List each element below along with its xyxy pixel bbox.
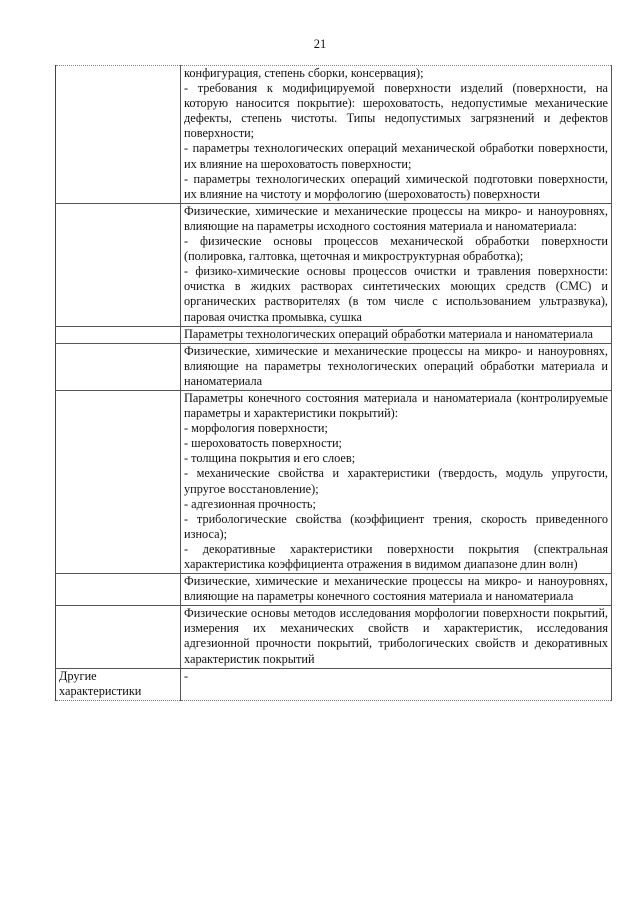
requirements-table bbox=[55, 65, 612, 701]
text-line: - bbox=[184, 668, 189, 683]
table-row bbox=[56, 326, 612, 343]
row-content bbox=[181, 326, 612, 343]
row-label bbox=[56, 326, 181, 343]
text-line: - шероховатость поверхности; bbox=[184, 436, 342, 451]
table-row bbox=[56, 668, 612, 700]
text-line: - трибологические свойства (коэффициент трения, скорость приведенного износа); bbox=[184, 511, 608, 541]
row-content bbox=[181, 668, 612, 700]
row-content bbox=[181, 606, 612, 668]
row-label: Другие характеристики bbox=[56, 668, 181, 700]
row-content bbox=[181, 390, 612, 573]
text-line: Физические, химические и механические процессы на микро- и наноуровнях, влияющие на параметры конечного состояния материала и наноматериала bbox=[184, 574, 608, 604]
text-line: конфигурация, степень сборки, консервация); bbox=[184, 66, 424, 80]
row-content bbox=[181, 203, 612, 326]
text-line: - адгезионная прочность; bbox=[184, 496, 316, 511]
text-line: Физические основы методов исследования морфологии поверхности покрытий, измерения их механических свойств и характеристик, исследования адгезионной прочности покрытий, трибологических свойств и декоративных характеристик покрытий bbox=[184, 606, 608, 666]
text-line: - физические основы процессов механической обработки поверхности (полировка, галтовка, щеточная и микроструктурная обработка); bbox=[184, 234, 608, 264]
row-label bbox=[56, 343, 181, 390]
text-line: - механические свойства и характеристики (твердость, модуль упругости, упругое восстановление); bbox=[184, 466, 608, 496]
text-line: - декоративные характеристики поверхности покрытия (спектральная характеристика коэффициента отражения в видимом диапазоне длин волн) bbox=[184, 541, 608, 571]
table-row bbox=[56, 390, 612, 573]
row-label bbox=[56, 66, 181, 204]
text-line: - физико-химические основы процессов очистки и травления поверхности: очистка в жидких растворах синтетических моющих средств (СМС) и органических растворителях (в том числе с использованием ультразвука), паровая очистка промывка, сушка bbox=[184, 264, 608, 324]
text-line: Параметры технологических операций обработки материала и наноматериала bbox=[184, 326, 593, 341]
text-line: - требования к модифицируемой поверхности изделий (поверхности, на которую наносится покрытие): шероховатость, недопустимые механические дефекты, степень чистоты. Типы недопустимых загрязнений и дефектов поверхности; bbox=[184, 81, 608, 141]
text-line: Параметры конечного состояния материала и наноматериала (контролируемые параметры и характеристики покрытий): bbox=[184, 390, 608, 421]
row-label bbox=[56, 203, 181, 326]
row-label bbox=[56, 574, 181, 606]
table-row bbox=[56, 606, 612, 668]
table-row bbox=[56, 343, 612, 390]
table-row bbox=[56, 203, 612, 326]
row-label bbox=[56, 390, 181, 573]
text-line: - толщина покрытия и его слоев; bbox=[184, 451, 356, 466]
text-line: - параметры технологических операций химической подготовки поверхности, их влияние на чистоту и морфологию (шероховатость) поверхности bbox=[184, 171, 608, 201]
table-row bbox=[56, 66, 612, 204]
text-line: Физические, химические и механические процессы на микро- и наноуровнях, влияющие на параметры технологических операций обработки материала и наноматериала bbox=[184, 343, 608, 388]
page-number: 21 bbox=[313, 37, 327, 51]
row-label bbox=[56, 606, 181, 668]
text-line: - морфология поверхности; bbox=[184, 421, 328, 436]
text-line: Физические, химические и механические процессы на микро- и наноуровнях, влияющие на параметры исходного состояния материала и наноматериала: bbox=[184, 203, 608, 233]
row-content bbox=[181, 66, 612, 204]
text-line: - параметры технологических операций механической обработки поверхности, их влияние на шероховатость поверхности; bbox=[184, 141, 608, 171]
row-content bbox=[181, 574, 612, 606]
row-content bbox=[181, 343, 612, 390]
table-row bbox=[56, 574, 612, 606]
